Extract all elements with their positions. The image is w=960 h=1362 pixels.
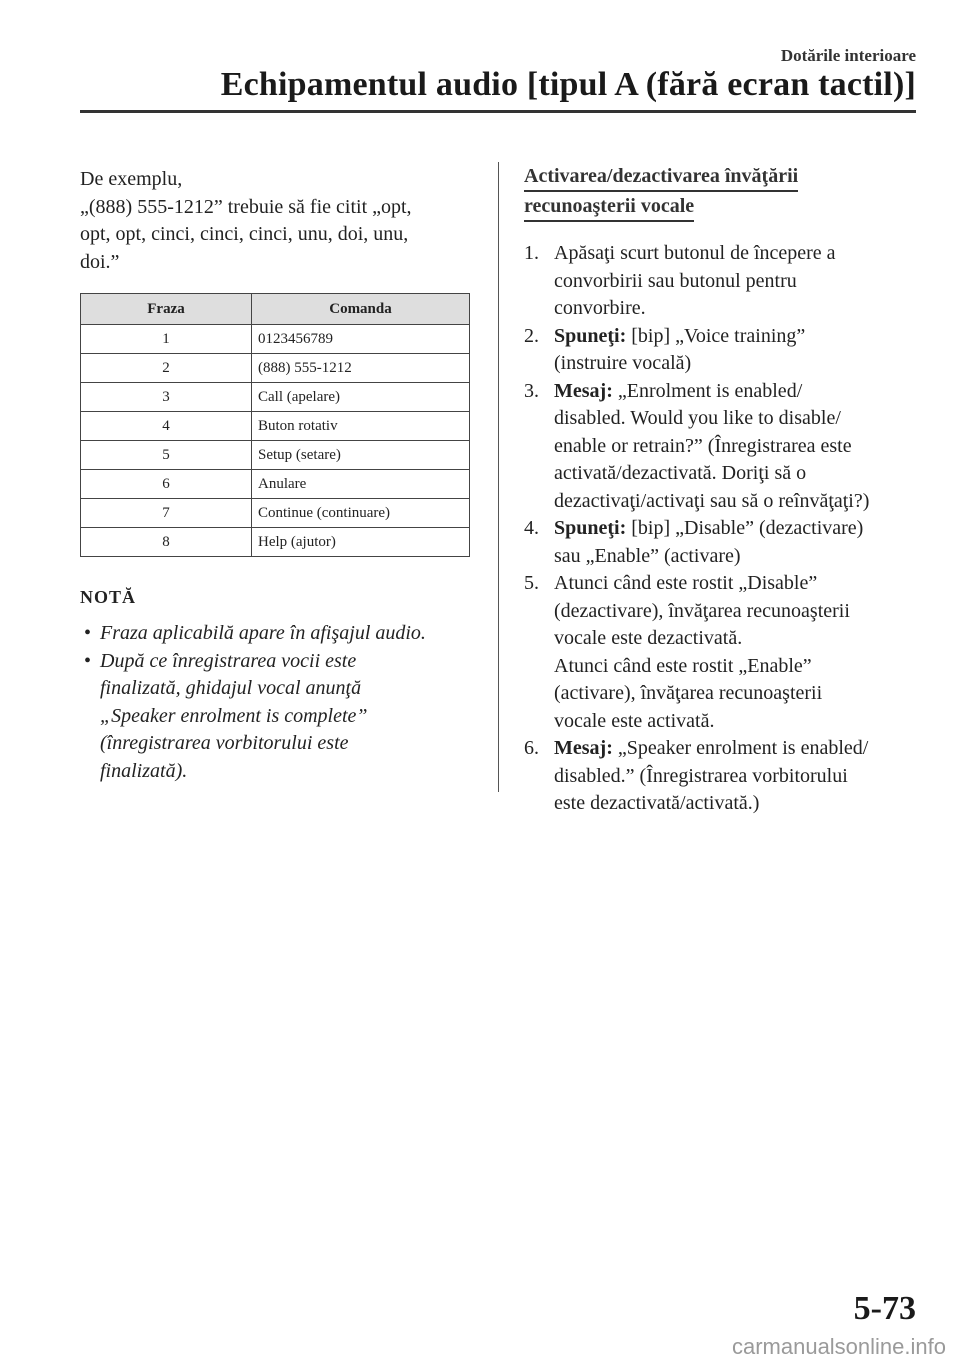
step-number: 2. (524, 324, 539, 347)
right-column (524, 162, 924, 818)
phrase-cell: 8 (81, 528, 252, 557)
note-line: finalizată). (100, 759, 188, 782)
step-label: Spuneţi: (554, 517, 627, 539)
command-cell: Anulare (252, 470, 470, 499)
command-cell: Buton rotativ (252, 412, 470, 441)
phrase-cell: 3 (81, 383, 252, 412)
step-number: 1. (524, 242, 539, 264)
step-item (524, 240, 924, 323)
step-number: 3. (524, 379, 539, 402)
step-line: este dezactivată/activată.) (554, 792, 760, 814)
command-cell: Help (ajutor) (252, 528, 470, 557)
table-header-row (81, 294, 470, 325)
step-line: disabled.” (Înregistrarea vorbitorului (554, 764, 848, 787)
step-line: (dezactivare), învăţarea recunoaşterii (554, 599, 850, 622)
steps-list (524, 240, 924, 818)
step-line: Apăsaţi scurt butonul de începere a (554, 242, 836, 264)
step-text: [bip] „Voice training” (626, 324, 806, 347)
note-line: După ce înregistrarea vocii este (100, 649, 357, 672)
step-line: convorbirii sau butonul pentru (554, 269, 797, 292)
note-item (80, 648, 474, 786)
note-title: NOTĂ (80, 587, 137, 607)
step-item (524, 515, 924, 570)
table-row (81, 412, 470, 441)
table-row (81, 528, 470, 557)
step-line: enable or retrain?” (Înregistrarea este (554, 434, 852, 457)
command-cell: Call (apelare) (252, 383, 470, 412)
header-rule (80, 110, 916, 113)
step-line: dezactivaţi/activaţi sau să o reînvăţaţi?) (554, 489, 870, 512)
intro-line: opt, opt, cinci, cinci, cinci, unu, doi, unu, (80, 223, 409, 245)
command-cell: (888) 555-1212 (252, 354, 470, 383)
table-row (81, 383, 470, 412)
table-row (81, 441, 470, 470)
intro-line: „(888) 555-1212” trebuie să fie citit „opt, (80, 195, 412, 218)
note-line: finalizată, ghidajul vocal anunţă (100, 677, 362, 699)
table-row (81, 499, 470, 528)
left-column (80, 166, 474, 785)
phrase-cell: 5 (81, 441, 252, 470)
chapter-title: Echipamentul audio [tipul A (fără ecran tactil)] (220, 66, 916, 103)
step-number: 5. (524, 572, 539, 594)
step-line: vocale este dezactivată. (554, 627, 743, 649)
column-header-command: Comanda (252, 294, 470, 325)
step-item (524, 570, 924, 735)
step-line: Atunci când este rostit „Disable” (554, 572, 818, 594)
step-text: „Speaker enrolment is enabled/ (612, 737, 869, 759)
phrase-cell: 4 (81, 412, 252, 441)
note-line: Fraza aplicabilă apare în afişajul audio. (100, 622, 426, 644)
page-number: 5-73 (853, 1290, 916, 1327)
step-label: Mesaj: (554, 737, 613, 759)
phrase-cell: 7 (81, 499, 252, 528)
step-text: [bip] „Disable” (dezactivare) (626, 517, 864, 539)
phrase-command-table (80, 293, 470, 557)
step-line: Atunci când este rostit „Enable” (554, 654, 812, 677)
phrase-cell: 2 (81, 354, 252, 383)
table-row (81, 470, 470, 499)
step-line: sau „Enable” (activare) (554, 544, 741, 567)
step-line: disabled. Would you like to disable/ (554, 407, 841, 429)
step-line: convorbire. (554, 297, 646, 319)
phrase-cell: 6 (81, 470, 252, 499)
phrase-cell: 1 (81, 325, 252, 354)
command-cell: Continue (continuare) (252, 499, 470, 528)
intro-line: doi.” (80, 250, 120, 273)
table-row (81, 354, 470, 383)
watermark: carmanualsonline.info (731, 1334, 946, 1359)
note-line: (înregistrarea vorbitorului este (100, 732, 349, 754)
note-line: „Speaker enrolment is complete” (100, 704, 368, 727)
step-number: 4. (524, 517, 539, 539)
step-label: Spuneţi: (554, 324, 627, 347)
column-divider (498, 162, 499, 792)
heading-line: Activarea/dezactivarea învăţării (524, 162, 798, 192)
bullet-icon: • (84, 622, 92, 644)
step-item (524, 323, 924, 378)
step-text: „Enrolment is enabled/ (612, 379, 803, 402)
bullet-icon: • (84, 649, 92, 672)
intro-paragraph (80, 166, 474, 276)
section-title: Dotările interioare (780, 46, 916, 65)
step-number: 6. (524, 737, 539, 759)
step-line: activată/dezactivată. Doriţi să o (554, 462, 807, 484)
heading-line: recunoaşterii vocale (524, 192, 694, 222)
step-line: (instruire vocală) (554, 352, 692, 374)
step-label: Mesaj: (554, 379, 613, 402)
step-line: vocale este activată. (554, 709, 715, 732)
section-heading (524, 162, 924, 222)
intro-line: De exemplu, (80, 168, 183, 190)
command-cell: 0123456789 (252, 325, 470, 354)
column-header-phrase: Fraza (81, 294, 252, 325)
step-item (524, 378, 924, 516)
note-list (80, 620, 474, 785)
command-cell: Setup (setare) (252, 441, 470, 470)
table-row (81, 325, 470, 354)
step-line: (activare), învăţarea recunoaşterii (554, 682, 823, 704)
step-item (524, 735, 924, 818)
note-item (80, 620, 474, 648)
